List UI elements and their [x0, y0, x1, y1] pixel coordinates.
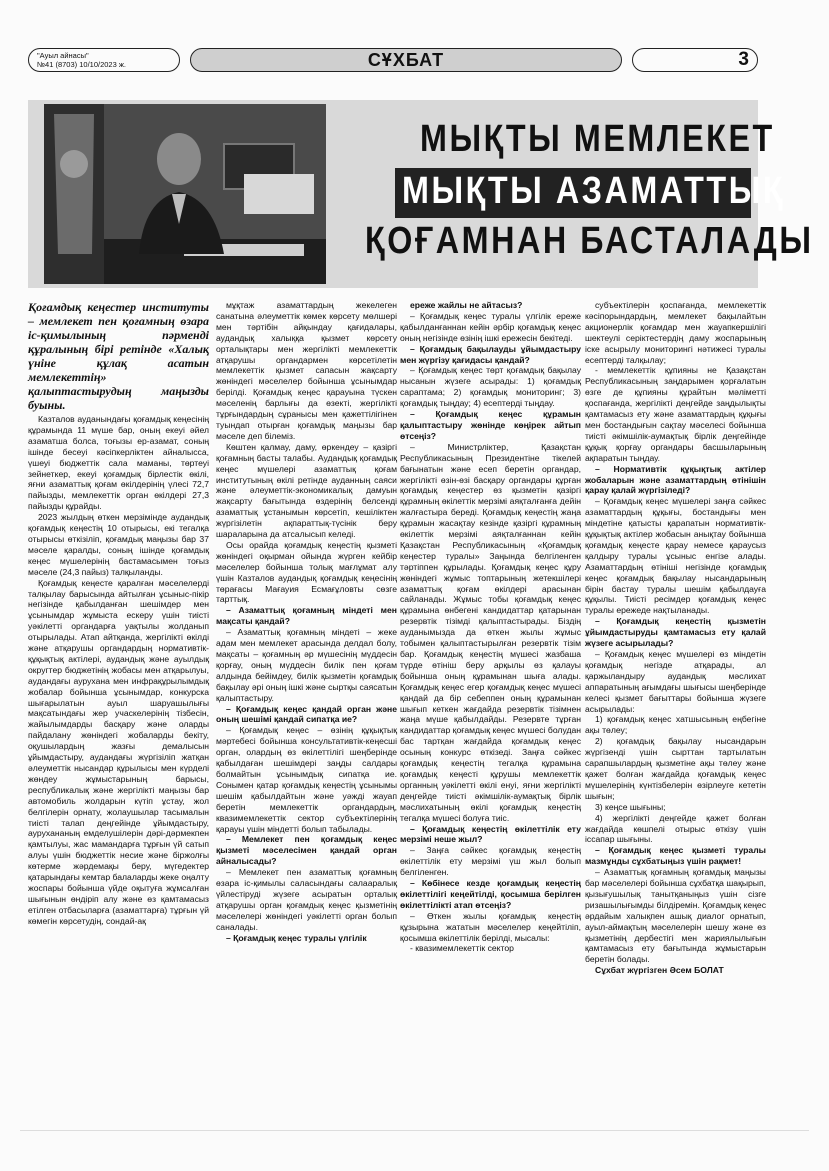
paragraph: – Заңға сәйкес қоғамдық кеңестің өкілеттілік ету мерзімі үш жыл болып белгіленген. — [400, 845, 581, 878]
paragraph: Көштен қалмау, даму, өркендеу – қазіргі қоғамның басты талабы. Аудандық қоғамдық кеңес мүшелері азаматтық қоғам институтының өкілі ретінде ауданның саяси және әлеуметтік-экономикалық дамуын жақсарту бағытында өздерінің белсенді азаматтық ұстанымын көрсетіп, кешіліктен жүргізілетін ақпараттық-түсінік беру шараларына да атсалысып келеді. — [216, 441, 397, 540]
paragraph: – Азаматтық қоғамның қоғамдық маңызы бар мәселелері бойынша сұхбатқа шақырып, қызығушылық танытқаныңыз үшін сізге ризашылығымды білдіремін. Қоғамдық кеңес әрдайым халықпен ашық диалог орнатып, ауыл-аймақтың мәселелерін шешу және өз қызметінің дербестігі мен жариялылығын қамтамасыз ету бағытында жұмыстарын беретін болады. — [585, 867, 766, 965]
interview-question: ереже жайлы не айтасыз? — [410, 300, 523, 310]
article-column-2 — [216, 300, 397, 943]
page-bottom-rule — [20, 1130, 809, 1131]
page-number: 3 — [632, 48, 758, 72]
paper-name: "Ауыл айнасы" — [37, 51, 89, 60]
interview-question: – Қоғамдық кеңес құрамын қалыптастыру жөнінде көңірек айтып өтсеңіз? — [400, 409, 581, 441]
paragraph: Қоғамдық кеңесте қаралған мәселелерді талқылау барысында айтылған ұсыныс-пікір негізінде қабылданған шешімдер мен ұсынымдар жұмыста ескеру үшін тиісті уәкілетті органдарға уақтылы жолданып отырылады. Атап айтқанда, жергілікті өкілді және атқарушы органдардың нормативтік-құқықтық актілері, аудандық және ауылдық округтер бюджетінің жобасы мен атқарылуы, аудандағы аурухана мен инфрақұрылымдық жобалар бойынша ұсынымдар, конкурска шығарылатын ауыл шаруашылығы мақсатындағы жер учаскелерінің тізбесін, жайылымдарды басқару және оларды пайдалану жөніндегі жобаларды бекіту, оқушылардың жазғы демалысын ұйымдастыру, аудандағы жүргізіліп жатқан әлеуметтік нысандар құрылысы мен күрделі жөндеу жұмыстарының барысы, республикалық және жергілікті маңызы бар автомобиль жолдарын күтіп ұстау, жол белгілерін орнату, жолаушылар тасымалын тиісті талап деңгейінде ұйымдастыру, аурухананың емделушілерін дәрі-дәрмекпен қамтылуы, жас мамандарға тұрғын үй сатып алуы үшін бюджеттік несие және біржолғы көтерме жәрдемақы беру, мүгедектер қатарындағы кемтар балаларды жеке оңалту жоспары бойынша үйде оқытуға жұмсалған шығынын өндіріп алу және өз қамтамасыз етілген отбасыларға (азаматтарға) тұрғын үй көмегін көрсетудің, сондай-ақ — [28, 577, 209, 926]
masthead-paper-info — [28, 48, 180, 72]
paragraph: 1) қоғамдық кеңес хатшысының еңбегіне ақы төлеу; — [585, 714, 766, 736]
issue-number-date: №41 (8703) 10/10/2023 ж. — [37, 60, 126, 69]
interview-question: – Мемлекет пен қоғамдық кеңес қызметі мәселесімен қандай орган айналысады? — [216, 834, 397, 867]
headline-line-2: МЫҚТЫ АЗАМАТТЫҚ — [402, 170, 786, 212]
paragraph: – Қоғамдық кеңес туралы үлгілік ереже қабылданғаннан кейін әрбір қоғамдық кеңес оның негізінде өзінің ішкі ережесін бекітеді. — [400, 310, 581, 343]
paragraph: 3) кеңсе шығыны; — [595, 801, 666, 812]
office-portrait-image — [44, 104, 326, 284]
paragraph: Казталов ауданындағы қоғамдық кеңесінің құрамында 11 мүше бар, оның екеуі әйел азаматша болса, тоғызы ер-азамат, соның ішінде бесеуі кәсіпкерліктен айналысса, үшеуі бюджеттік сала маманы, төртеуі зейнеткер, екеуі қоғамдық бірлестік өкілі, яғни азаматтық қоғам өкілдерінің үлесі 72,7 пайызды, мемлекеттік орган өкілдері 27,3 пайызды құрайды. — [28, 414, 209, 512]
interview-question: – Қоғамдық кеңес қызметі туралы мазмұнды сұхбатыңыз үшін рақмет! — [585, 845, 766, 867]
paragraph: – Қоғамдық кеңес мүшелері заңға сәйкес азаматтардың құқығы, бостандығы мен міндетіне қатысты қарапатын нормативтік-құқықтық актілер жобасын анықтау бойынша қоғамдық кеңесте қарау немесе қараусыз қалдыру туралы ұсыныс енгізе алады. Азаматтардың өтініші негізінде қоғамдық кеңес қоғамдық бақылау нысандарының бірін бастау туралы шешім қабылдауға құқылы. Тиісті ресімдер қоғамдық кеңес туралы ережеде нақтыланады. — [585, 496, 766, 616]
paragraph: Осы орайда қоғамдық кеңестің қызметі жөніндегі оқырман ойында жүрген кейбір мәселелер бойынша толық мағлұмат алу үшін Казталов аудандық қоғамдық кеңесінің төрағасы Мағауия Есмағұловты сөзге тарттық. — [216, 539, 397, 605]
article-column-3 — [400, 300, 581, 954]
article-column-4 — [585, 300, 766, 976]
paragraph: – Азаматтық қоғамның міндеті – жеке адам мен мемлекет арасында делдал болу, мақсаты – қоғамның әр мүшесінің мүддесін қорғау, оның мүддесін билік пен қоғам алдында бейімдеу, билік қызметін қоғамдық бақылау әрі оның ішкі және сыртқы саясатын қалыптастыру. — [216, 627, 397, 703]
paragraph: – Қоғамдық кеңес мүшелері өз міндетін қоғамдық негізде атқарады, ал қаржыландыру аудандық мәслихат аппаратының ағымдағы шығысы шеңберінде келесі қызмет бағыттары бойынша жүзеге асырылады: — [585, 649, 766, 714]
interview-question: – Нормативтік құқықтық актілер жобаларын және азаматтардың өтінішін қарау қалай жүргізіледі? — [585, 463, 766, 496]
paragraph: 4) жергілікті деңгейде қажет болған жағдайда көшпелі отырыс өткізу үшін іссапар шығыны. — [585, 812, 766, 845]
interview-question: – Қоғамдық кеңестің қызметін ұйымдастыруды қамтамасыз ету қалай жүзеге асырылады? — [585, 616, 766, 649]
article-column-1 — [28, 300, 209, 927]
paragraph: 2) қоғамдық бақылау нысандарын жүргізенді үшін сырттан тартылатын сарапшылардың қызметіне ақы төлеу және қажет болған жағдайда қоғамдық кеңес мүшелерінің күнтізбелерін өзірлеуге кететін шығын; — [585, 736, 766, 801]
paragraph: – Қоғамдық кеңес төрт қоғамдық бақылау нысанын жүзеге асырады: 1) қоғамдық сараптама; 2) қоғамдық мониторинг; 3) қоғамдық тыңдау; 4) есептерді тыңдау. — [400, 365, 581, 409]
paragraph: – Министрліктер, Қазақстан Республикасының Президентіне тікелей бағынатын және есеп беретін органдар, жергілікті өзін-өзі басқару органдары құрған қоғамдық кеңестер өз қызметін қазіргі құрамның өкілеттік мерзімі аяқталғанға дейін жалғастыра береді. Қоғамдық кеңестің жаңа құрамын жасақтау кезінде қазіргі құрамның өкілеттік мерзімі аяқталғаннан кейін Қазақстан Республикасының «Қоғамдық кеңестер туралы» Заңында белгіленген тәртіппен құрылады. Қоғамдық кеңес құру жөніндегі жұмыс топтарының жетекшілері азаматтық қоғам өкілдері арасынан сайланады. Жұмыс тобы қоғамдық кеңес құрамына өнбегені кандидаттар қатарынан резервтік тізімді қалыптастырады. Біздің ауданымызда да өткен жылы жұмыс тобымен қалыптастырылған резервтік тізім бар. Қоғамдық кеңестің мүшесі жазбаша түрде өтініш беру арқылы өз қалауы бойынша оның құрамынан шыға алады. Қоғамдық кеңес егер қоғамдық кеңес мүшесі қандай да бір себеппен оның құрамынан шығып кеткен жағдайда резервтік тізімнен жаңа мүше қабылдайды. Резервте тұрған кандидаттар қоғамдық кеңес мүшесі болудан бас тартқан жағдайда қоғамдық кеңес осының конкурс өткізеді. Заңға сәйкес қоғамдық кеңестің тегалқа құрамына қоғамдық кеңесті құрушы мемлекеттік органның уәкілетті өкілі енуі, яғни жергілікті деңгейде тиісті әкімшілік-аумақтық бірлік мәслихатының өкілі қоғамдық кеңестің тегалқа мүшесі болуға тиіс. — [400, 441, 581, 823]
article-lead: Қоғамдық кеңестер институты – мемлекет пен қоғамның өзара іс-қимылының пәрменді құралының бірі ретінде «Халық үніне құлақ асатын мемлекеттің» қалыптастырудың маңызды буыны. — [28, 300, 209, 412]
interview-question: Сұхбат жүргізген Әсем БОЛАТ — [595, 965, 724, 976]
paragraph: мұқтаж азаматтардың жекелеген санатына әлеуметтік көмек көрсету мөлшері мен тәртібін айқындау қағидалары, аудандық халыққа қызмет көрсету орталықтары мен жергілікті мемлекеттік атқарушы органдармен көрсетілетін мемлекеттік қызмет сапасын жақсарту жөніндегі мәселелер бойынша ұсынымдар берілді. Қоғамдық кеңес қарауына түскен мәселенің барлығы да өзекті, жергілікті тұрғындардың сұранысы мен қажеттілігінен туындап отырған қоғамдық маңызы бар мәселе деп білеміз. — [216, 300, 397, 441]
interviewee-photo — [44, 104, 326, 284]
interview-question: – Көбінесе кезде қоғамдық кеңестің өкілеттілігі кеңейтілді, қосымша берілген өкілеттілікті атап өтсеңіз? — [400, 878, 581, 910]
paragraph: - квазимемлекеттік сектор — [410, 943, 514, 954]
paragraph: – Өткен жылы қоғамдық кеңестің құзырына жататын мәселелер кеңейтіліп, қосымша өкілеттілік берілді, мысалы: — [400, 910, 581, 943]
headline-line-3: ҚОҒАМНАН БАСТАЛАДЫ — [365, 220, 814, 262]
interview-question: – Қоғамдық кеңестің өкілеттілік ету мерзімі неше жыл? — [400, 823, 581, 845]
paragraph: 2023 жылдың өткен мерзімінде аудандық қоғамдық кеңестің 10 отырысы, екі тегалқа отырысы өткізіліп, қоғамдық маңызы бар 37 мәселе қаралды, соның ішінде қоғамдық кеңес мүшелерінің бастамасымен тоғыз мәселе (24,3 пайыз) талқыланды. — [28, 512, 209, 577]
interview-question: – Азаматтық қоғамның міндеті мен мақсаты қандай? — [216, 605, 397, 627]
paragraph: субъектілерін қоспағанда, мемлекеттік кәсіпорындардың, мемлекет бақылайтын акционерлік қоғамдар мен жауапкершілігі шектеулі серіктестердің даму жоспарының іске асырылу мониторингі нәтижесі туралы есептерді талқылау; — [585, 300, 766, 365]
section-title: СҰХБАТ — [190, 48, 622, 72]
headline-line-1: МЫҚТЫ МЕМЛЕКЕТ — [420, 118, 775, 160]
interview-question: – Қоғамдық бақылауды ұйымдастыру мен жүргізу қағидасы қандай? — [400, 343, 581, 365]
paragraph: – Мемлекет пен азаматтық қоғамның өзара іс-қимылы саласындағы салааралық үйлестіруді жүзеге асыратын орталық атқарушы орган қоғамдық кеңес қызметінің мәселелері жөніндегі уәкілетті орган болып саналады. — [216, 867, 397, 932]
interview-question: – Қоғамдық кеңес туралы үлгілік — [226, 932, 367, 943]
interview-question: – Қоғамдық кеңес қандай орган және оның шешімі қандай сипатқа ие? — [216, 703, 397, 725]
column-1-body — [28, 414, 209, 927]
paragraph: – Қоғамдық кеңес – өзінің құқықтық мәртебесі бойынша консультативтік-кеңесші орган, олардың өз өкілеттілігі шеңберінде қабылдаған шешімдері заңды салдары болмайтын ұсынымдық сипатқа ие. Сонымен қатар қоғамдық кеңестің ұсынымы шешім қабылдайтын және уәжді жауап беретін мемлекеттік органдардың, квазимемлекеттік сектор субъектілерінің қарауы үшін міндетті болып табылады. — [216, 725, 397, 834]
paragraph: - мемлекеттік құпияны не Қазақстан Республикасының заңдарымен қорғалатын өзге де құпияны құрайтын мәліметті қоспағанда, жергілікті деңгейде заңдылықты қамтамасыз ету және азаматтардың құқығы мен бостандығын сақтау мәселесі бойынша тиісті әкімшілік-аумақтық бірлік деңгейінде құқық қорғау органдары басшыларының ақпаратын тыңдау. — [585, 365, 766, 463]
